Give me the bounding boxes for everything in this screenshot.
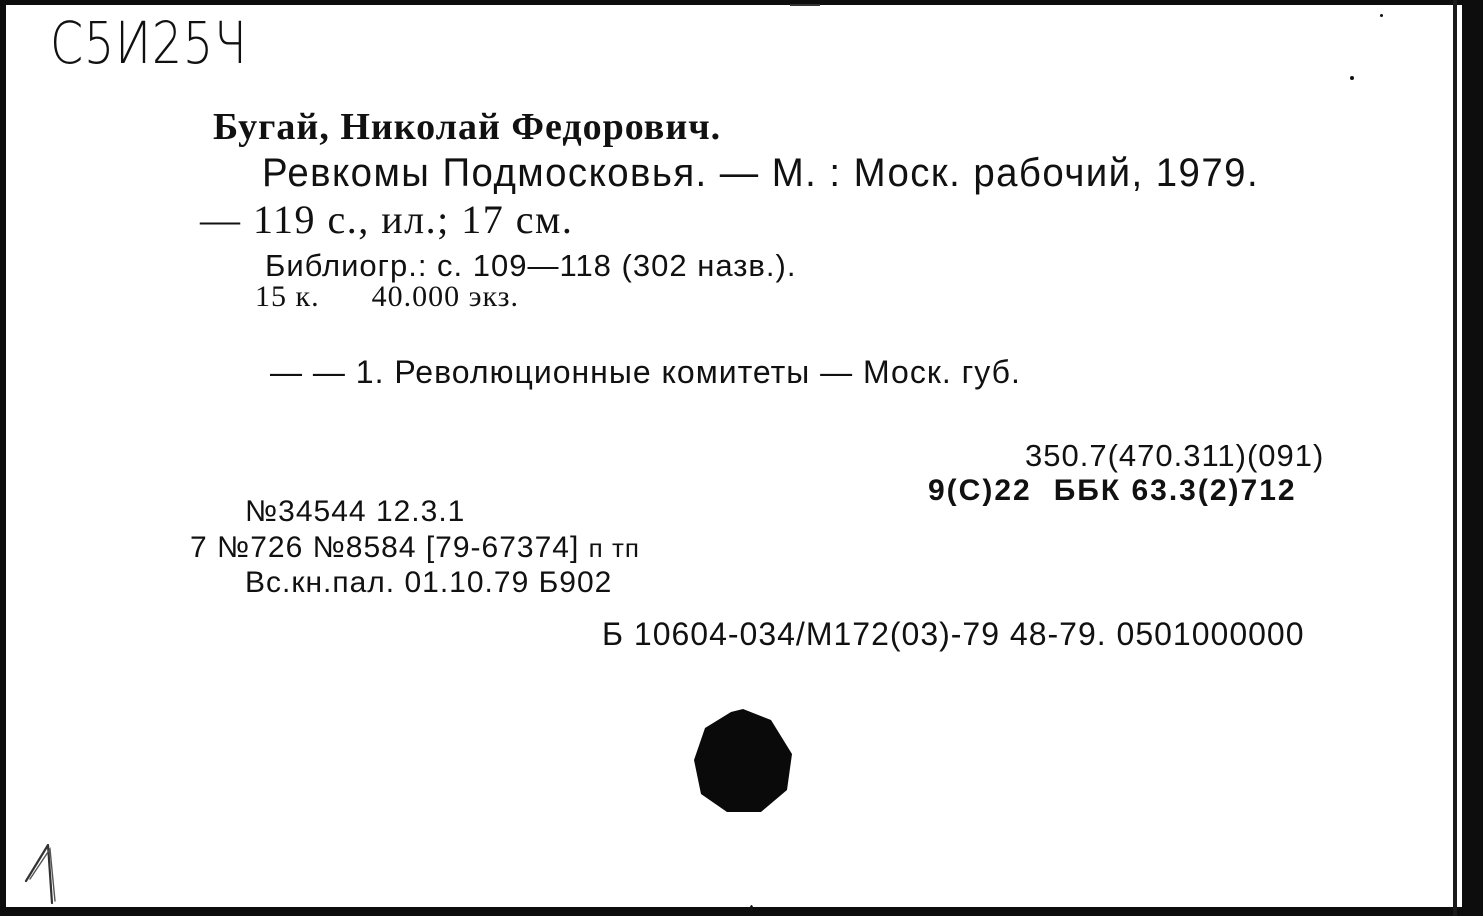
subject-heading: — — 1. Революционные комитеты — Моск. губ. [270, 354, 1021, 390]
scan-speck [1350, 76, 1354, 80]
physical-description: — 119 с., ил.; 17 см. [200, 197, 574, 242]
author-heading: Бугай, Николай Федорович. [213, 106, 722, 148]
scan-speck [790, 4, 820, 6]
bbk-code: ББК 63.3(2)712 [1053, 474, 1297, 507]
card-border-bottom [0, 907, 1483, 916]
record-number: №34544 12.3.1 [245, 495, 466, 528]
book-chamber-line: Вс.кн.пал. 01.10.79 Б902 [245, 566, 613, 599]
bibliography-note: Библиогр.: с. 109—118 (302 назв.). [265, 248, 797, 283]
punch-hole [693, 708, 794, 814]
card-border-right-inner [1453, 0, 1457, 916]
card-border-left [0, 0, 6, 916]
handwritten-mark-icon [18, 835, 68, 905]
scan-speck [1380, 14, 1383, 17]
udc-code: 350.7(470.311)(091) [1025, 438, 1325, 473]
card-border-right [1462, 0, 1483, 916]
classification-codes [928, 476, 1297, 506]
title-line: Ревкомы Подмосковья. — М. : Моск. рабочий, 1979. [262, 151, 1260, 195]
price: 15 к. [255, 280, 320, 313]
scan-speck [750, 905, 753, 911]
order-number: 7 №726 №8584 [79-67374] [190, 531, 580, 564]
class-code: 9(С)22 [928, 474, 1032, 507]
order-line [190, 533, 640, 563]
price-line [255, 282, 519, 312]
call-number: С5И25Ч [50, 9, 248, 77]
card-border-top [0, 0, 1483, 5]
print-run: 40.000 экз. [371, 280, 519, 313]
publisher-index-line: Б 10604-034/М172(03)-79 48-79. 0501000000 [602, 616, 1305, 652]
order-suffix: п тп [588, 533, 640, 563]
